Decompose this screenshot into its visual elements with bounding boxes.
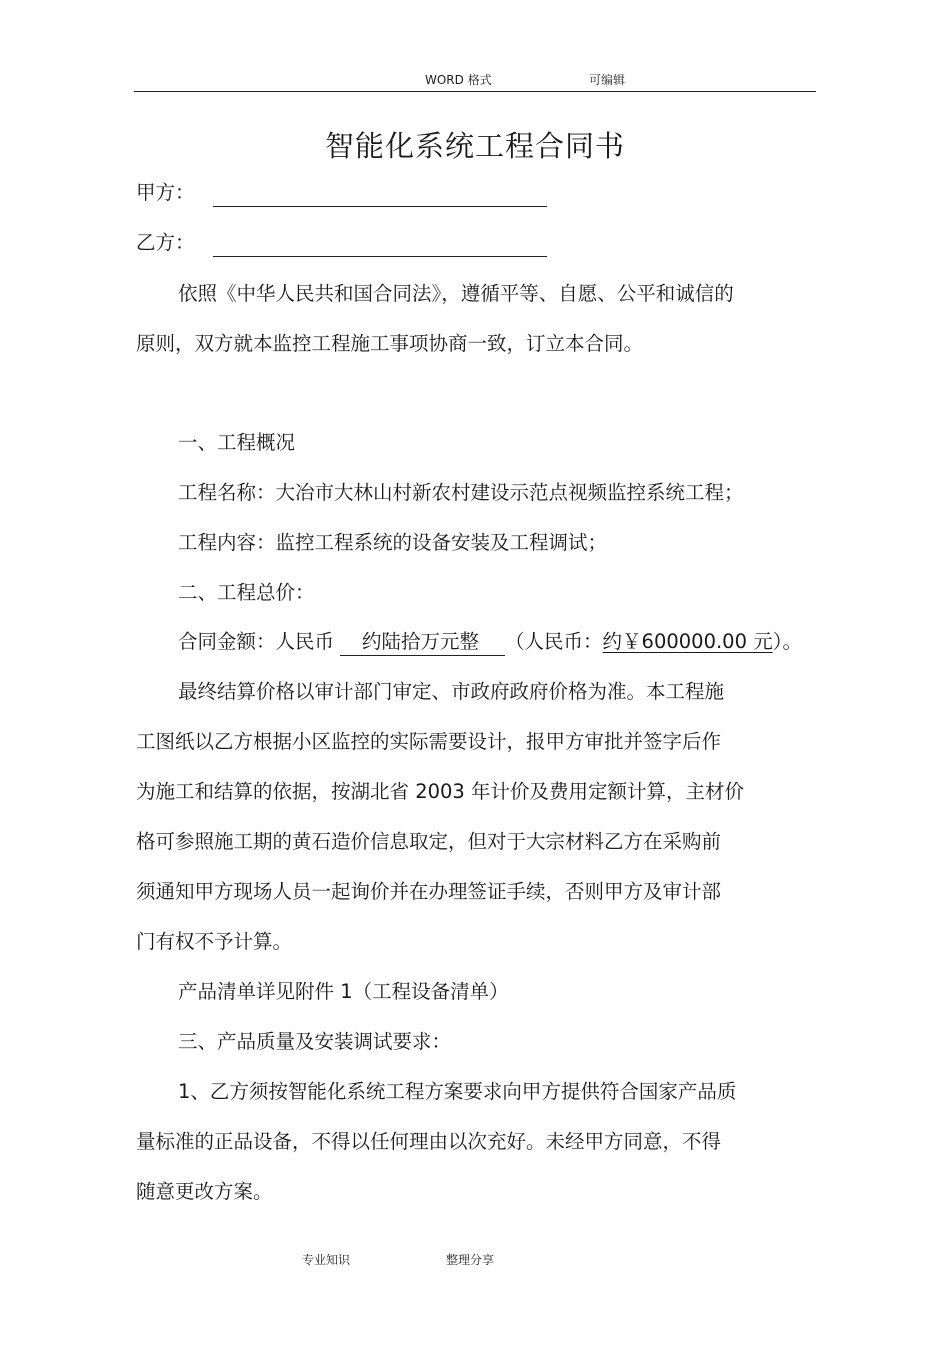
quality-line-3: 随意更改方案。 — [136, 1180, 273, 1203]
pricing-line-2: 工图纸以乙方根据小区监控的实际需要设计，报甲方审批并签字后作 — [136, 730, 722, 753]
section-1-heading: 一、工程概况 — [178, 431, 296, 454]
footer-left: 专业知识 — [302, 1253, 351, 1267]
quality-line-1: 1、乙方须按智能化系统工程方案要求向甲方提供符合国家产品质 — [178, 1080, 737, 1103]
party-a-blank — [213, 180, 547, 207]
project-content-line: 工程内容：监控工程系统的设备安装及工程调试； — [178, 531, 608, 554]
header-rule — [134, 91, 816, 92]
party-b-line — [136, 230, 547, 257]
pricing-line-6: 门有权不予计算。 — [136, 930, 293, 953]
amount-mid: （人民币： — [505, 630, 603, 653]
party-a-label: 甲方： — [136, 181, 195, 204]
party-b-blank — [213, 230, 547, 257]
section-2-heading: 二、工程总价： — [178, 581, 315, 604]
pricing-line-1: 最终结算价格以审计部门审定、市政府政府价格为准。本工程施 — [178, 680, 725, 703]
pricing-line-4: 格可参照施工期的黄石造价信息取定，但对于大宗材料乙方在采购前 — [136, 830, 722, 853]
intro-line-1: 依照《中华人民共和国合同法》，遵循平等、自愿、公平和诚信的 — [178, 282, 734, 305]
amount-words: 约陆拾万元整 — [340, 629, 505, 656]
contract-amount-line — [178, 629, 802, 656]
header-right: 可编辑 — [589, 73, 626, 87]
section-3-heading: 三、产品质量及安装调试要求： — [178, 1030, 452, 1053]
amount-number: 约￥600000.00 元 — [602, 630, 773, 653]
attachment-line: 产品清单详见附件 1（工程设备清单） — [178, 980, 509, 1003]
header-left: WORD 格式 — [425, 73, 492, 87]
amount-prefix: 合同金额：人民币 — [178, 630, 335, 653]
amount-suffix: ）。 — [772, 630, 802, 653]
pricing-line-3: 为施工和结算的依据，按湖北省 2003 年计价及费用定额计算，主材价 — [136, 780, 745, 803]
project-name-line: 工程名称：大冶市大林山村新农村建设示范点视频监控系统工程； — [178, 481, 744, 504]
party-a-line — [136, 180, 547, 207]
party-b-label: 乙方： — [136, 231, 195, 254]
quality-line-2: 量标准的正品设备，不得以任何理由以次充好。未经甲方同意，不得 — [136, 1130, 722, 1153]
document-title: 智能化系统工程合同书 — [324, 129, 625, 163]
pricing-line-5: 须通知甲方现场人员一起询价并在办理签证手续，否则甲方及审计部 — [136, 880, 722, 903]
intro-line-2: 原则，双方就本监控工程施工事项协商一致，订立本合同。 — [136, 332, 644, 355]
footer-right: 整理分享 — [446, 1253, 495, 1267]
